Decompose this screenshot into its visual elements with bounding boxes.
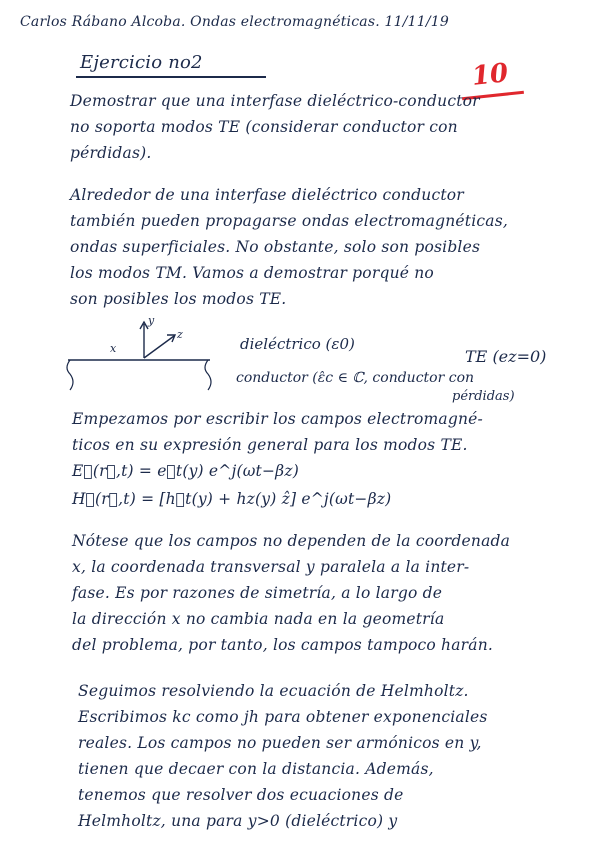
paragraph-line: son posibles los modos TE. [70,290,287,308]
paragraph-line: x, la coordenada transversal y paralela a la inter- [72,558,470,576]
paragraph-line: del problema, por tanto, los campos tampoco harán. [72,636,494,654]
paragraph-line: tenemos que resolver dos ecuaciones de [78,786,404,804]
dielectric-label: dieléctrico (ε0) [240,335,355,353]
exercise-title: Ejercicio no2 [80,52,203,73]
z-axis-arrow [144,336,174,358]
page-header: Carlos Rábano Alcoba. Ondas electromagnéticas. 11/11/19 [20,14,449,30]
paragraph-line: ticos en su expresión general para los modos TE. [72,436,468,454]
statement-line: Demostrar que una interfase dieléctrico-conductor [70,92,480,110]
equation-electric-field: E⃗(r⃗,t) = e⃗t(y) e^j(ωt−βz) [72,462,299,480]
interface-diagram [60,310,230,400]
paragraph-line: Escribimos kc como jh para obtener exponenciales [78,708,488,726]
paragraph-line: fase. Es por razones de simetría, a lo largo de [72,584,443,602]
x-axis-label: x [110,342,117,355]
left-edge-squiggle [67,360,73,390]
paragraph-line: ondas superficiales. No obstante, solo son posibles [70,238,481,256]
paragraph-line: la dirección x no cambia nada en la geometría [72,610,445,628]
title-underline [76,76,266,78]
paragraph-line: Empezamos por escribir los campos electromagné- [72,410,483,428]
paragraph-line: Helmholtz, una para y>0 (dieléctrico) y [78,812,398,830]
z-axis-label: z [177,328,183,341]
right-edge-squiggle [205,360,211,390]
y-axis-label: y [148,314,155,327]
conductor-label: conductor (ε̂c ∈ ℂ, conductor con [236,370,475,386]
paragraph-line: Seguimos resolviendo la ecuación de Helmholtz. [78,682,469,700]
paragraph-line: también pueden propagarse ondas electromagnéticas, [70,212,508,230]
conductor-label-2: pérdidas) [452,389,515,404]
paragraph-line: Alrededor de una interfase dieléctrico conductor [70,186,464,204]
statement-line: pérdidas). [70,144,152,162]
paragraph-line: reales. Los campos no pueden ser armónicos en y, [78,734,482,752]
paragraph-line: los modos TM. Vamos a demostrar porqué no [70,264,434,282]
paragraph-line: tienen que decaer con la distancia. Además, [78,760,434,778]
te-label: TE (ez=0) [465,347,547,366]
paragraph-line: Nótese que los campos no dependen de la coordenada [72,532,511,550]
grade-mark: 10 [470,58,510,92]
statement-line: no soporta modos TE (considerar conductor con [70,118,458,136]
equation-magnetic-field: H⃗(r⃗,t) = [h⃗t(y) + hz(y) ẑ] e^j(ωt−βz) [72,490,392,508]
